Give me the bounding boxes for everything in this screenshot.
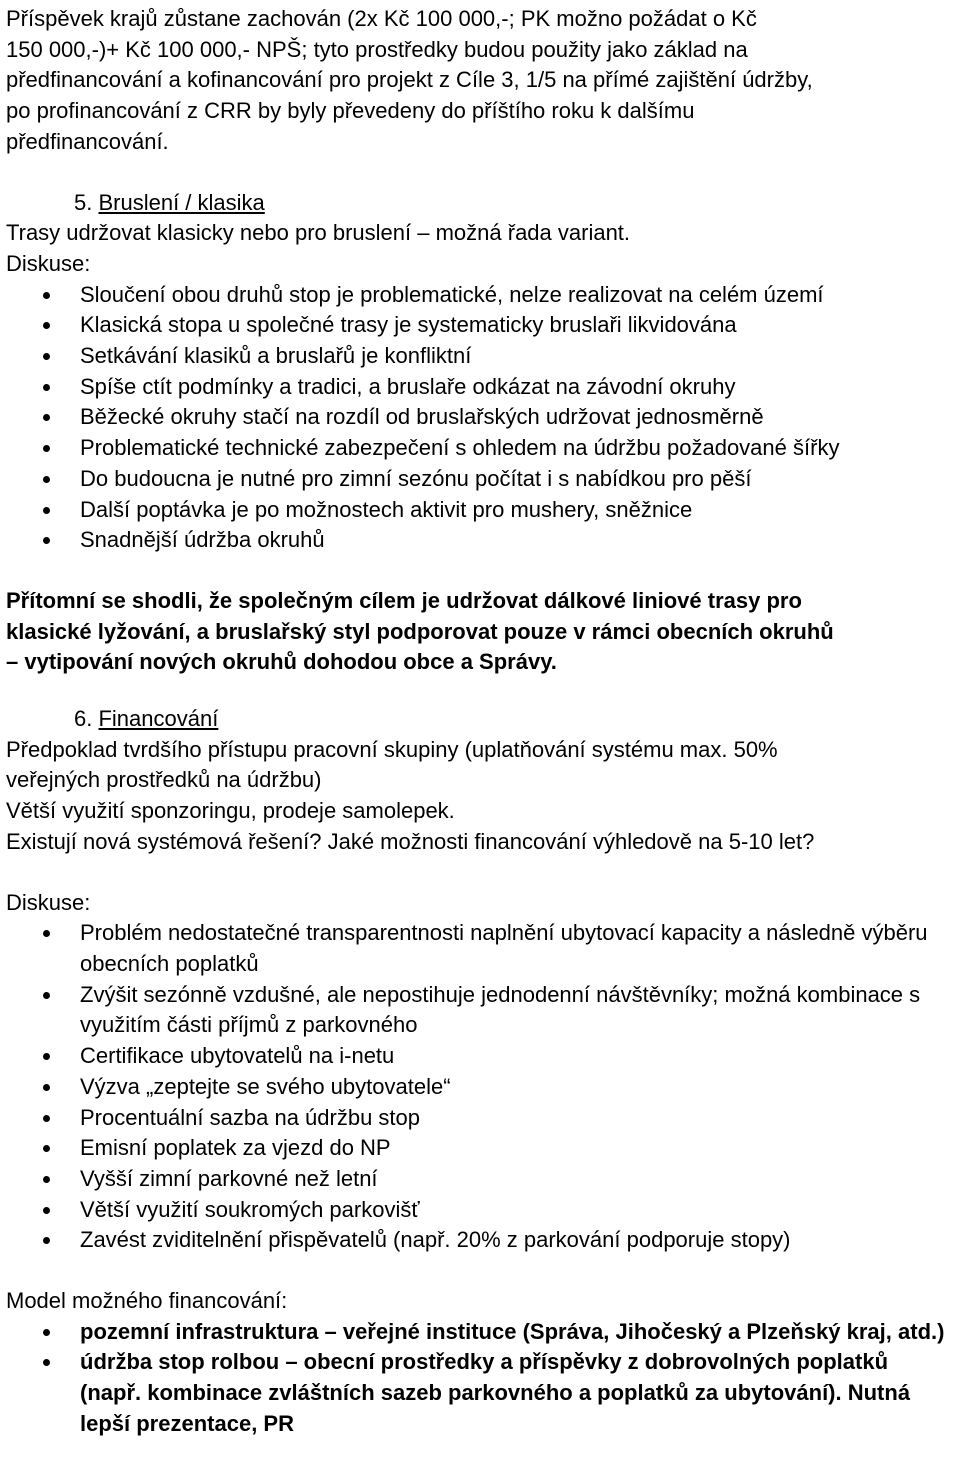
intro-paragraph (6, 4, 954, 158)
section-6-number: 6. (74, 706, 93, 732)
financing-model-list (6, 1317, 954, 1440)
list-item: Procentuální sazba na údržbu stop (6, 1103, 954, 1134)
section-5-conclusion (6, 586, 954, 678)
intro-line: 150 000,-)+ Kč 100 000,- NPŠ; tyto prostředky budou použity jako základ na (6, 36, 748, 62)
list-item: Klasická stopa u společné trasy je systematicky bruslaři likvidována (6, 310, 954, 341)
section-5-title: Bruslení / klasika (98, 189, 265, 215)
list-item: Certifikace ubytovatelů na i-netu (6, 1041, 954, 1072)
section-6-discussion-list (6, 918, 954, 1256)
list-item: údržba stop rolbou – obecní prostředky a příspěvky z dobrovolných poplatků (např. kombinace zvláštních sazeb parkovného a poplatků za ubytování). Nutná lepší prezentace, PR (6, 1347, 954, 1439)
conclusion-line: Přítomní se shodli, že společným cílem je udržovat dálkové liniové trasy pro (6, 587, 802, 613)
list-item: Sloučení obou druhů stop je problematické, nelze realizovat na celém území (6, 280, 954, 311)
section-6-line: Předpoklad tvrdšího přístupu pracovní skupiny (uplatňování systému max. 50% (6, 736, 778, 762)
list-item: Zavést zviditelnění přispěvatelů (např. 20% z parkování podporuje stopy) (6, 1225, 954, 1256)
intro-line: předfinancování a kofinancování pro projekt z Cíle 3, 1/5 na přímé zajištění údržby, (6, 67, 813, 93)
section-5-summary: Trasy udržovat klasicky nebo pro bruslení – možná řada variant. (6, 220, 631, 246)
section-6-heading (6, 704, 954, 735)
list-item: Setkávání klasiků a bruslařů je konfliktní (6, 341, 954, 372)
list-item: pozemní infrastruktura – veřejné instituce (Správa, Jihočeský a Plzeňský kraj, atd.) (6, 1317, 954, 1348)
section-6-line: Větší využití sponzoringu, prodeje samolepek. (6, 798, 455, 824)
financing-model-label: Model možného financování: (6, 1288, 288, 1314)
list-item: Větší využití soukromých parkovišť (6, 1195, 954, 1226)
conclusion-line: klasické lyžování, a bruslařský styl podporovat pouze v rámci obecních okruhů (6, 618, 834, 644)
list-item: Spíše ctít podmínky a tradici, a bruslaře odkázat na závodní okruhy (6, 372, 954, 403)
list-item: Do budoucna je nutné pro zimní sezónu počítat i s nabídkou pro pěší (6, 464, 954, 495)
section-5-number: 5. (74, 189, 93, 215)
list-item: Vyšší zimní parkovné než letní (6, 1164, 954, 1195)
list-item: Zvýšit sezónně vzdušné, ale nepostihuje jednodenní návštěvníky; možná kombinace s využitím části příjmů z parkovného (6, 980, 954, 1041)
list-item: Běžecké okruhy stačí na rozdíl od bruslařských udržovat jednosměrně (6, 402, 954, 433)
section-5-heading (6, 188, 954, 219)
list-item: Výzva „zeptejte se svého ubytovatele“ (6, 1072, 954, 1103)
list-item: Emisní poplatek za vjezd do NP (6, 1133, 954, 1164)
list-item: Problematické technické zabezpečení s ohledem na údržbu požadované šířky (6, 433, 954, 464)
section-6-line: Existují nová systémová řešení? Jaké možnosti financování výhledově na 5-10 let? (6, 828, 815, 854)
section-6-line: veřejných prostředků na údržbu) (6, 767, 322, 793)
conclusion-line: – vytipování nových okruhů dohodou obce a Správy. (6, 649, 557, 675)
section-6-discussion-label: Diskuse: (6, 889, 91, 915)
list-item: Problém nedostatečné transparentnosti naplnění ubytovací kapacity a následně výběru obecních poplatků (6, 918, 954, 979)
intro-line: předfinancování. (6, 128, 169, 154)
list-item: Snadnější údržba okruhů (6, 525, 954, 556)
section-5-discussion-label: Diskuse: (6, 250, 91, 276)
section-6-title: Financování (98, 706, 219, 732)
intro-line: po profinancování z CRR by byly převedeny do příštího roku k dalšímu (6, 98, 695, 124)
section-5-discussion-list (6, 280, 954, 556)
intro-line: Příspěvek krajů zůstane zachován (2x Kč 100 000,-; PK možno požádat o Kč (6, 6, 757, 31)
list-item: Další poptávka je po možnostech aktivit pro mushery, sněžnice (6, 495, 954, 526)
